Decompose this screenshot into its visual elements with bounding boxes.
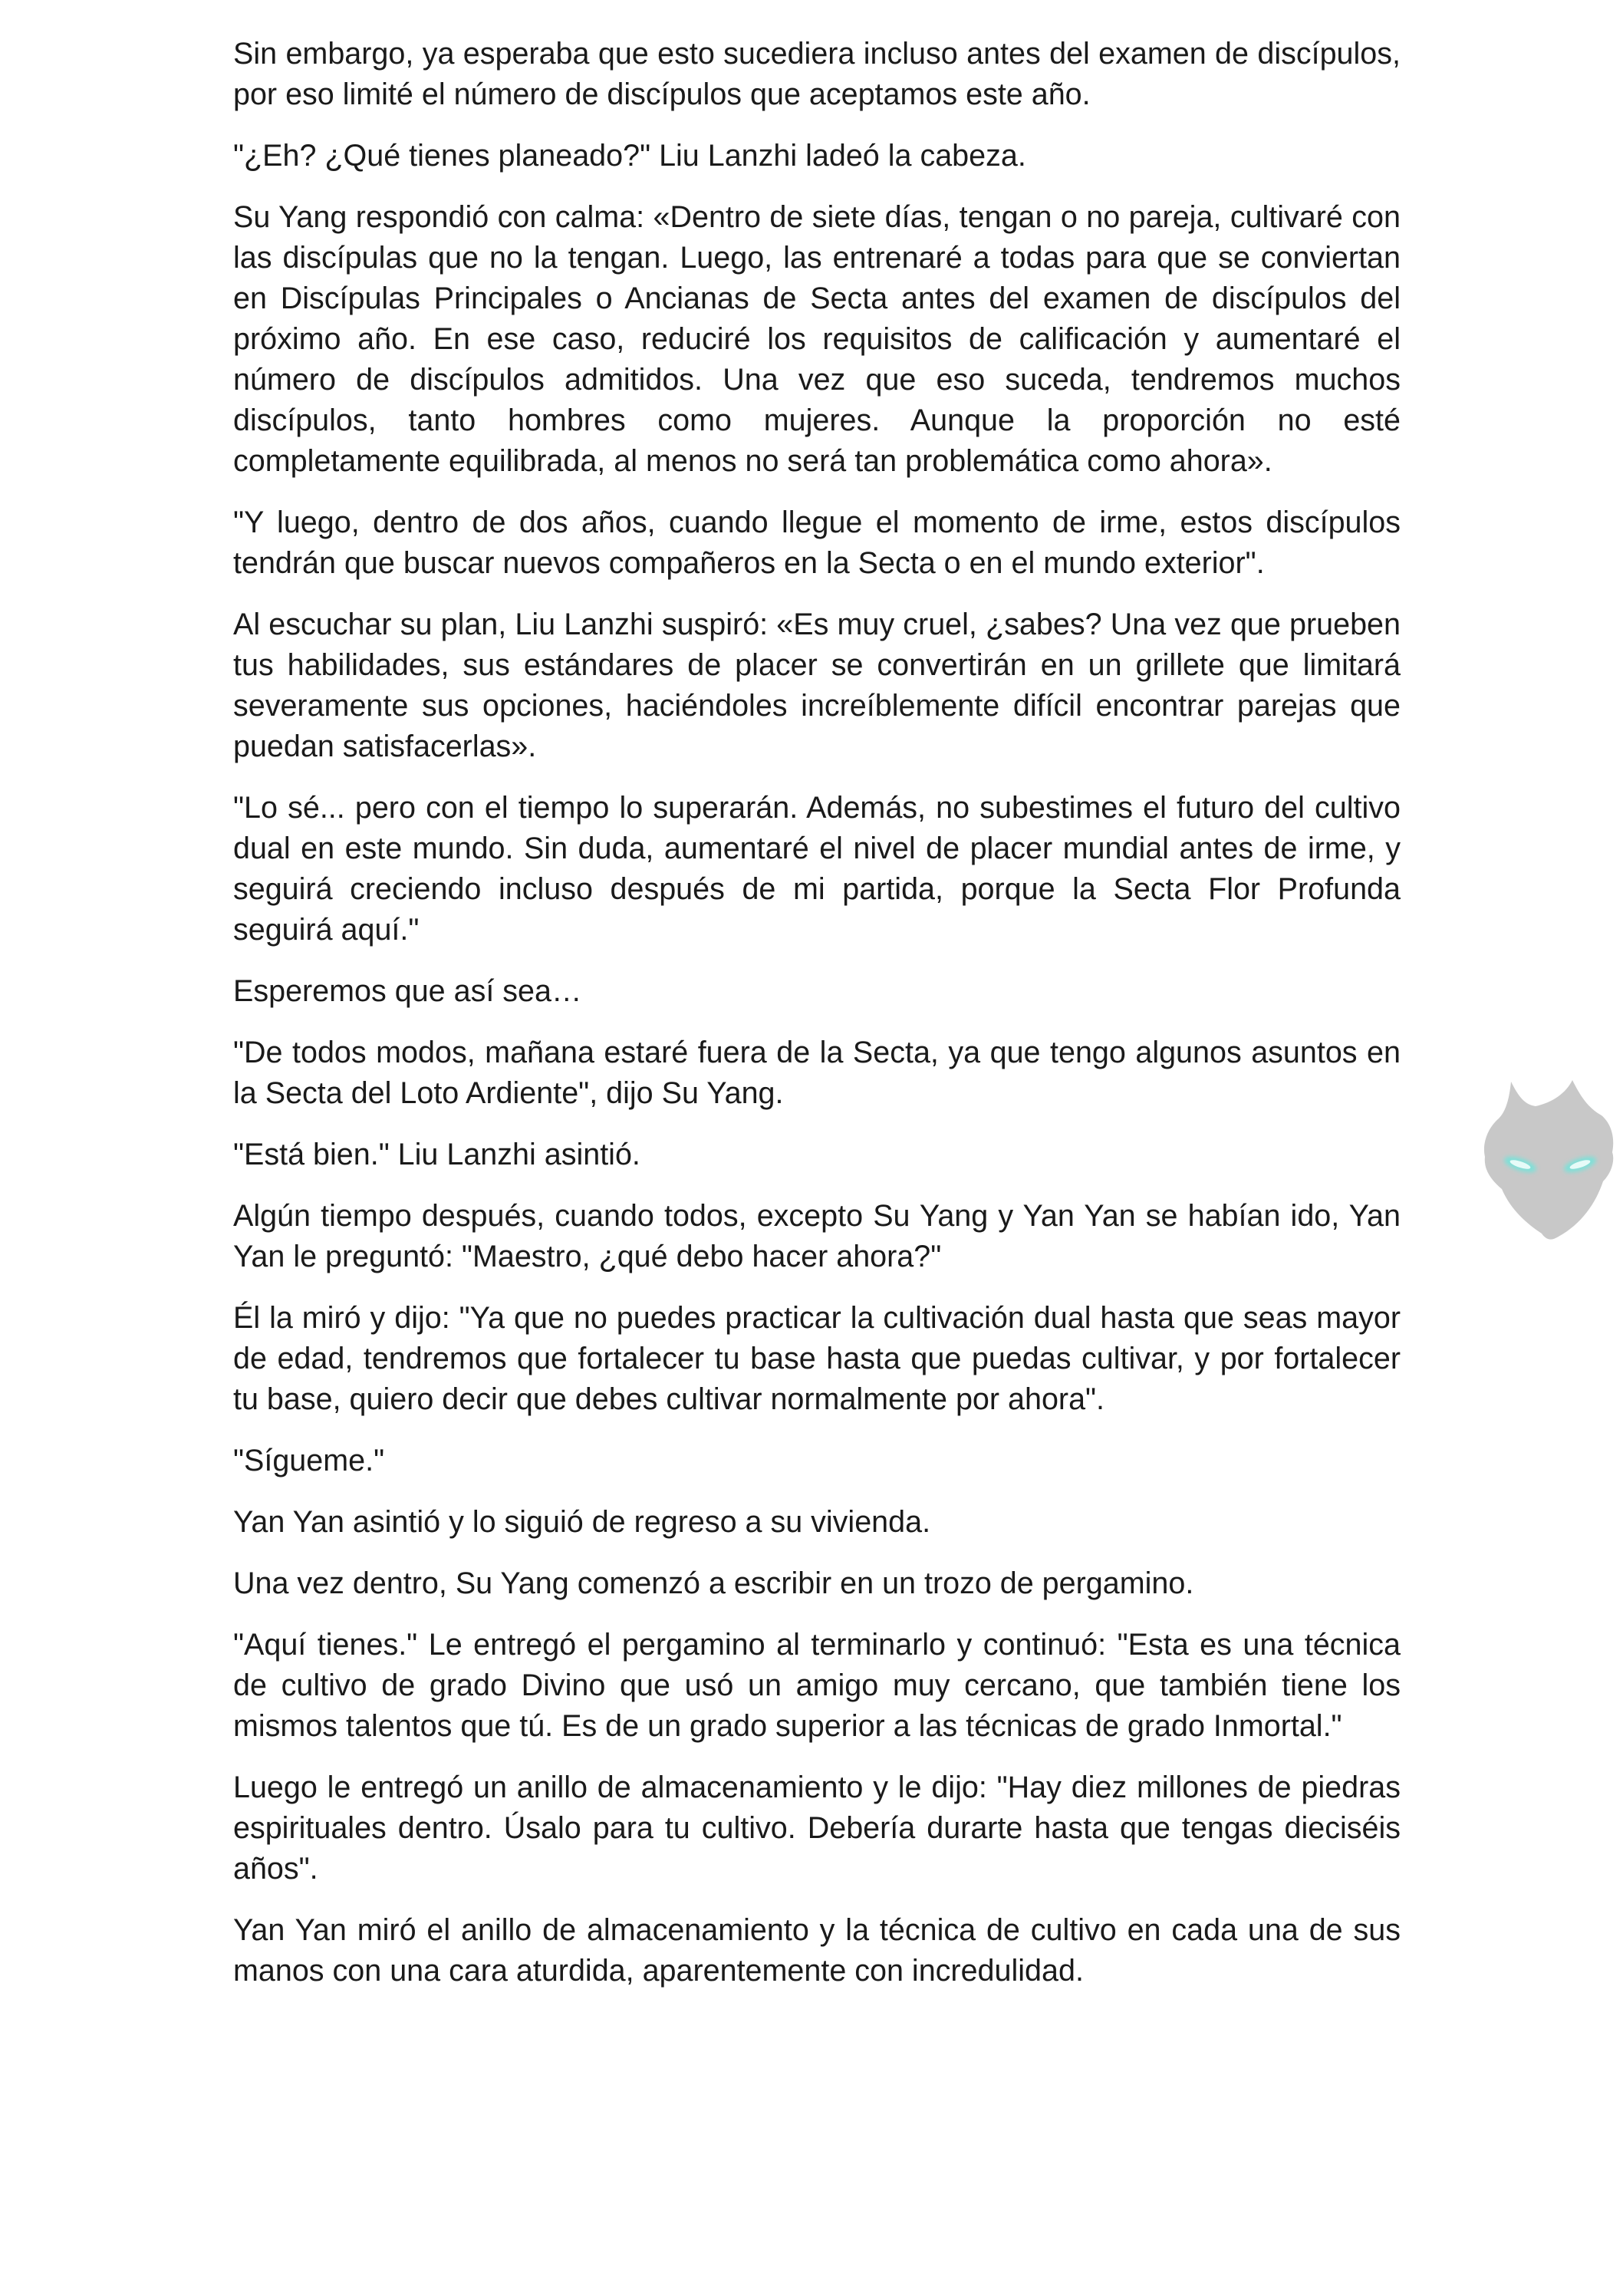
paragraph: "Y luego, dentro de dos años, cuando llegue el momento de irme, estos discípulos tendrán que buscar nuevos compañeros en la Secta o en el mundo exterior". [233,506,1401,580]
paragraph: Una vez dentro, Su Yang comenzó a escribir en un trozo de pergamino. [233,1566,1194,1600]
paragraph: "De todos modos, mañana estaré fuera de la Secta, ya que tengo algunos asuntos en la Secta del Loto Ardiente", dijo Su Yang. [233,1036,1401,1110]
demon-head-icon [1465,1074,1618,1243]
paragraph: Yan Yan asintió y lo siguió de regreso a su vivienda. [233,1505,931,1539]
paragraph: "Lo sé... pero con el tiempo lo superarán. Además, no subestimes el futuro del cultivo dual en este mundo. Sin duda, aumentaré el nivel de placer mundial antes de irme, y seguirá creciendo incluso después de mi partida, porque la Secta Flor Profunda seguirá aquí." [233,791,1401,947]
paragraph: Esperemos que así sea… [233,974,582,1008]
paragraph: "Está bien." Liu Lanzhi asintió. [233,1138,640,1171]
paragraph: Su Yang respondió con calma: «Dentro de siete días, tengan o no pareja, cultivaré con las discípulas que no la tengan. Luego, las entrenaré a todas para que se conviertan en Discípulas Principales o Ancianas de Secta antes del examen de discípulos del próximo año. En ese caso, reduciré los requisitos de calificación y aumentaré el número de discípulos admitidos. Una vez que eso suceda, tendremos muchos discípulos, tanto hombres como mujeres. Aunque la proporción no esté completamente equilibrada, al menos no será tan problemática como ahora». [233,200,1401,478]
text-column [233,34,1401,2012]
paragraph: Él la miró y dijo: "Ya que no puedes practicar la cultivación dual hasta que seas mayor de edad, tendremos que fortalecer tu base hasta que puedas cultivar, y por fortalecer tu base, quiero decir que debes cultivar normalmente por ahora". [233,1301,1401,1416]
paragraph: "Sígueme." [233,1444,385,1477]
paragraph: Al escuchar su plan, Liu Lanzhi suspiró: «Es muy cruel, ¿sabes? Una vez que prueben tus habilidades, sus estándares de placer se convertirán en un grillete que limitará severamente sus opciones, haciéndoles increíblemente difícil encontrar parejas que puedan satisfacerlas». [233,608,1401,763]
paragraph: Algún tiempo después, cuando todos, excepto Su Yang y Yan Yan se habían ido, Yan Yan le preguntó: "Maestro, ¿qué debo hacer ahora?" [233,1199,1401,1273]
paragraph: "¿Eh? ¿Qué tienes planeado?" Liu Lanzhi ladeó la cabeza. [233,139,1026,173]
paragraph: Luego le entregó un anillo de almacenamiento y le dijo: "Hay diez millones de piedras espirituales dentro. Úsalo para tu cultivo. Debería durarte hasta que tengas dieciséis años". [233,1771,1401,1886]
paragraph: Sin embargo, ya esperaba que esto sucediera incluso antes del examen de discípulos, por eso limité el número de discípulos que aceptamos este año. [233,37,1401,111]
paragraph: Yan Yan miró el anillo de almacenamiento y la técnica de cultivo en cada una de sus manos con una cara aturdida, aparentemente con incredulidad. [233,1913,1401,1988]
paragraph: "Aquí tienes." Le entregó el pergamino al terminarlo y continuó: "Esta es una técnica de cultivo de grado Divino que usó un amigo muy cercano, que también tiene los mismos talentos que tú. Es de un grado superior a las técnicas de grado Inmortal." [233,1628,1401,1743]
